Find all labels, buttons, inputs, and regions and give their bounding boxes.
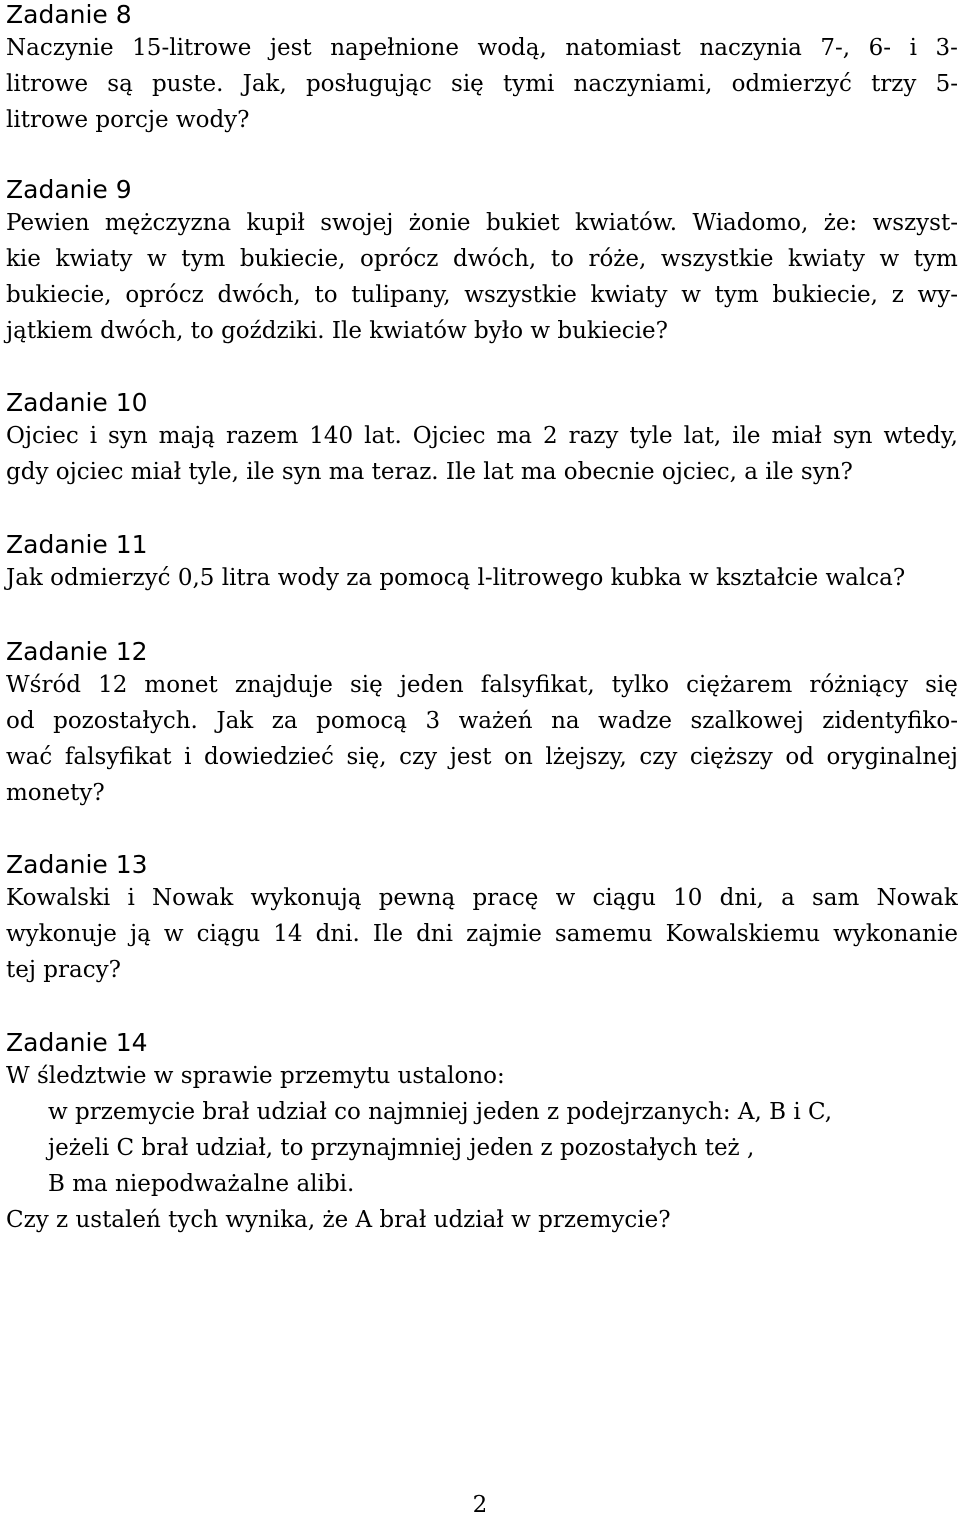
word: falsyfikat,: [480, 672, 595, 698]
word: że:: [823, 210, 858, 236]
word: się,: [346, 744, 387, 770]
task-10: [6, 388, 958, 490]
word: Jak,: [242, 71, 287, 97]
word: i: [184, 744, 192, 770]
word: tym: [181, 246, 226, 272]
word: bukiecie,: [239, 246, 346, 272]
word: tylko: [611, 672, 670, 698]
task-12: [6, 637, 958, 811]
word: pomocą: [316, 708, 407, 734]
word: w: [879, 246, 900, 272]
word: Jak: [216, 708, 254, 734]
task-intro: W śledztwie w sprawie przemytu ustalono:: [6, 1063, 505, 1089]
word: Nowak: [876, 885, 958, 911]
task-11: [6, 530, 958, 596]
word: w: [555, 885, 576, 911]
word: naczynia: [699, 35, 802, 61]
word: cięższy: [689, 744, 773, 770]
task-text-line: [6, 703, 958, 739]
word: i: [89, 423, 98, 449]
word: Nowak: [152, 885, 234, 911]
word: 5-: [935, 71, 958, 97]
word: z: [891, 282, 904, 308]
task-heading: Zadanie 14: [6, 1028, 148, 1057]
task-text-line: [6, 277, 958, 313]
word: zidentyfiko-: [822, 708, 958, 734]
word: róże,: [588, 246, 647, 272]
word: wszystkie: [660, 246, 774, 272]
word: a: [781, 885, 795, 911]
task-text-line: litrowe porcje wody?: [6, 107, 250, 133]
task-text-line: [6, 739, 958, 775]
word: na: [551, 708, 580, 734]
word: Naczynie: [6, 35, 114, 61]
task-text-line: [6, 241, 958, 277]
word: bukiecie,: [6, 282, 112, 308]
word: dni: [416, 921, 453, 947]
task-text-line: [6, 205, 958, 241]
word: ma: [496, 423, 532, 449]
task-text-line: [6, 667, 958, 703]
word: w: [146, 246, 167, 272]
task-heading: Zadanie 13: [6, 850, 148, 879]
word: wykonują: [250, 885, 362, 911]
word: oprócz: [125, 282, 204, 308]
word: kwiaty: [55, 246, 133, 272]
word: oryginalnej: [826, 744, 958, 770]
word: w: [163, 921, 184, 947]
task-text-line: [6, 66, 958, 102]
word: odmierzyć: [731, 71, 852, 97]
word: wykonuje: [6, 921, 117, 947]
word: kupił: [246, 210, 305, 236]
word: kwiaty: [590, 282, 668, 308]
word: on: [504, 744, 533, 770]
task-text-line: [6, 916, 958, 952]
word: Kowalski: [6, 885, 111, 911]
task-text-line: Jak odmierzyć 0,5 litra wody za pomocą l-litrowego kubka w kształcie walca?: [6, 565, 906, 591]
task-heading: Zadanie 11: [6, 530, 148, 559]
word: jest: [269, 35, 312, 61]
word: sam: [811, 885, 860, 911]
word: razy: [568, 423, 619, 449]
word: pewną: [378, 885, 456, 911]
word: 6-: [868, 35, 892, 61]
word: lżejszy,: [545, 744, 627, 770]
task-text-line: jątkiem dwóch, to goździki. Ile kwiatów było w bukiecie?: [6, 318, 668, 344]
word: ciągu: [196, 921, 261, 947]
word: wodą,: [477, 35, 547, 61]
word: tulipany,: [351, 282, 451, 308]
word: swojej: [320, 210, 394, 236]
task-fact: jeżeli C brał udział, to przynajmniej jeden z pozostałych też ,: [48, 1135, 755, 1161]
task-8: [6, 0, 958, 138]
word: wadze: [598, 708, 672, 734]
word: różniący: [809, 672, 909, 698]
word: dni,: [719, 885, 764, 911]
word: wać: [6, 744, 53, 770]
word: puste.: [151, 71, 224, 97]
word: tyle: [629, 423, 673, 449]
task-heading: Zadanie 8: [6, 0, 132, 29]
word: Ile: [372, 921, 403, 947]
word: bukiecie,: [772, 282, 878, 308]
word: znajduje: [234, 672, 333, 698]
word: ciągu: [592, 885, 656, 911]
word: pozostałych.: [53, 708, 198, 734]
word: szalkowej: [690, 708, 804, 734]
word: posługując: [305, 71, 432, 97]
word: 3: [425, 708, 441, 734]
word: falsyfikat: [64, 744, 172, 770]
word: Kowalskiemu: [665, 921, 821, 947]
word: jeden: [399, 672, 464, 698]
word: zajmie: [466, 921, 542, 947]
word: to: [550, 246, 574, 272]
word: się: [349, 672, 383, 698]
task-9: [6, 175, 958, 349]
word: i: [127, 885, 135, 911]
word: od: [6, 708, 35, 734]
word: miał: [771, 423, 822, 449]
word: tym: [714, 282, 759, 308]
word: tymi: [502, 71, 555, 97]
word: pracę: [472, 885, 539, 911]
word: 140: [309, 423, 354, 449]
task-heading: Zadanie 12: [6, 637, 148, 666]
task-13: [6, 850, 958, 988]
word: ile: [732, 423, 761, 449]
word: w: [681, 282, 701, 308]
page-number: 2: [472, 1492, 488, 1518]
word: trzy: [871, 71, 917, 97]
task-fact: w przemycie brał udział co najmniej jeden z podejrzanych: A, B i C,: [48, 1099, 833, 1125]
word: natomiast: [565, 35, 681, 61]
word: samemu: [554, 921, 653, 947]
task-text-line: [6, 418, 958, 454]
word: bukiet: [485, 210, 560, 236]
word: kwiatów.: [575, 210, 678, 236]
task-text-line: tej pracy?: [6, 957, 121, 983]
task-text-line: [6, 880, 958, 916]
word: lat.: [364, 423, 402, 449]
word: mają: [158, 423, 216, 449]
word: lat,: [683, 423, 722, 449]
word: dwóch,: [217, 282, 301, 308]
word: mężczyzna: [104, 210, 232, 236]
word: 7-,: [820, 35, 851, 61]
word: kwiaty: [788, 246, 865, 272]
word: 12: [98, 672, 128, 698]
word: są: [107, 71, 133, 97]
word: napełnione: [330, 35, 459, 61]
word: 3-: [935, 35, 958, 61]
word: naczyniami,: [573, 71, 713, 97]
word: wszyst-: [872, 210, 958, 236]
word: 2: [542, 423, 558, 449]
task-heading: Zadanie 9: [6, 175, 132, 204]
word: dni.: [315, 921, 360, 947]
word: ważeń: [458, 708, 533, 734]
word: się: [925, 672, 958, 698]
task-heading: Zadanie 10: [6, 388, 148, 417]
word: się: [451, 71, 484, 97]
task-fact: B ma niepodważalne alibi.: [48, 1171, 355, 1197]
word: Wśród: [6, 672, 82, 698]
word: i: [909, 35, 917, 61]
word: wykonanie: [833, 921, 958, 947]
word: wszystkie: [464, 282, 577, 308]
word: żonie: [408, 210, 471, 236]
task-question: Czy z ustaleń tych wynika, że A brał udział w przemycie?: [6, 1207, 671, 1233]
word: ją: [129, 921, 151, 947]
word: tym: [913, 246, 958, 272]
word: litrowe: [6, 71, 89, 97]
word: czy: [399, 744, 438, 770]
word: wtedy,: [883, 423, 958, 449]
task-text-line: [6, 30, 958, 66]
task-text-line: monety?: [6, 780, 105, 806]
word: dwóch,: [452, 246, 537, 272]
word: 15-litrowe: [132, 35, 252, 61]
word: monet: [144, 672, 218, 698]
word: dowiedzieć: [204, 744, 334, 770]
word: Wiadomo,: [692, 210, 809, 236]
word: jest: [449, 744, 492, 770]
word: za: [271, 708, 298, 734]
task-text-line: gdy ojciec miał tyle, ile syn ma teraz. Ile lat ma obecnie ojciec, a ile syn?: [6, 459, 853, 485]
word: 14: [273, 921, 303, 947]
word: Ojciec: [412, 423, 486, 449]
word: Ojciec: [6, 423, 79, 449]
word: razem: [226, 423, 299, 449]
task-14: [6, 1028, 958, 1238]
word: oprócz: [360, 246, 439, 272]
word: syn: [832, 423, 873, 449]
word: ciężarem: [686, 672, 793, 698]
word: to: [314, 282, 338, 308]
word: od: [785, 744, 814, 770]
word: kie: [6, 246, 41, 272]
word: syn: [108, 423, 148, 449]
word: czy: [639, 744, 678, 770]
word: 10: [673, 885, 703, 911]
word: Pewien: [6, 210, 90, 236]
word: wy-: [917, 282, 958, 308]
